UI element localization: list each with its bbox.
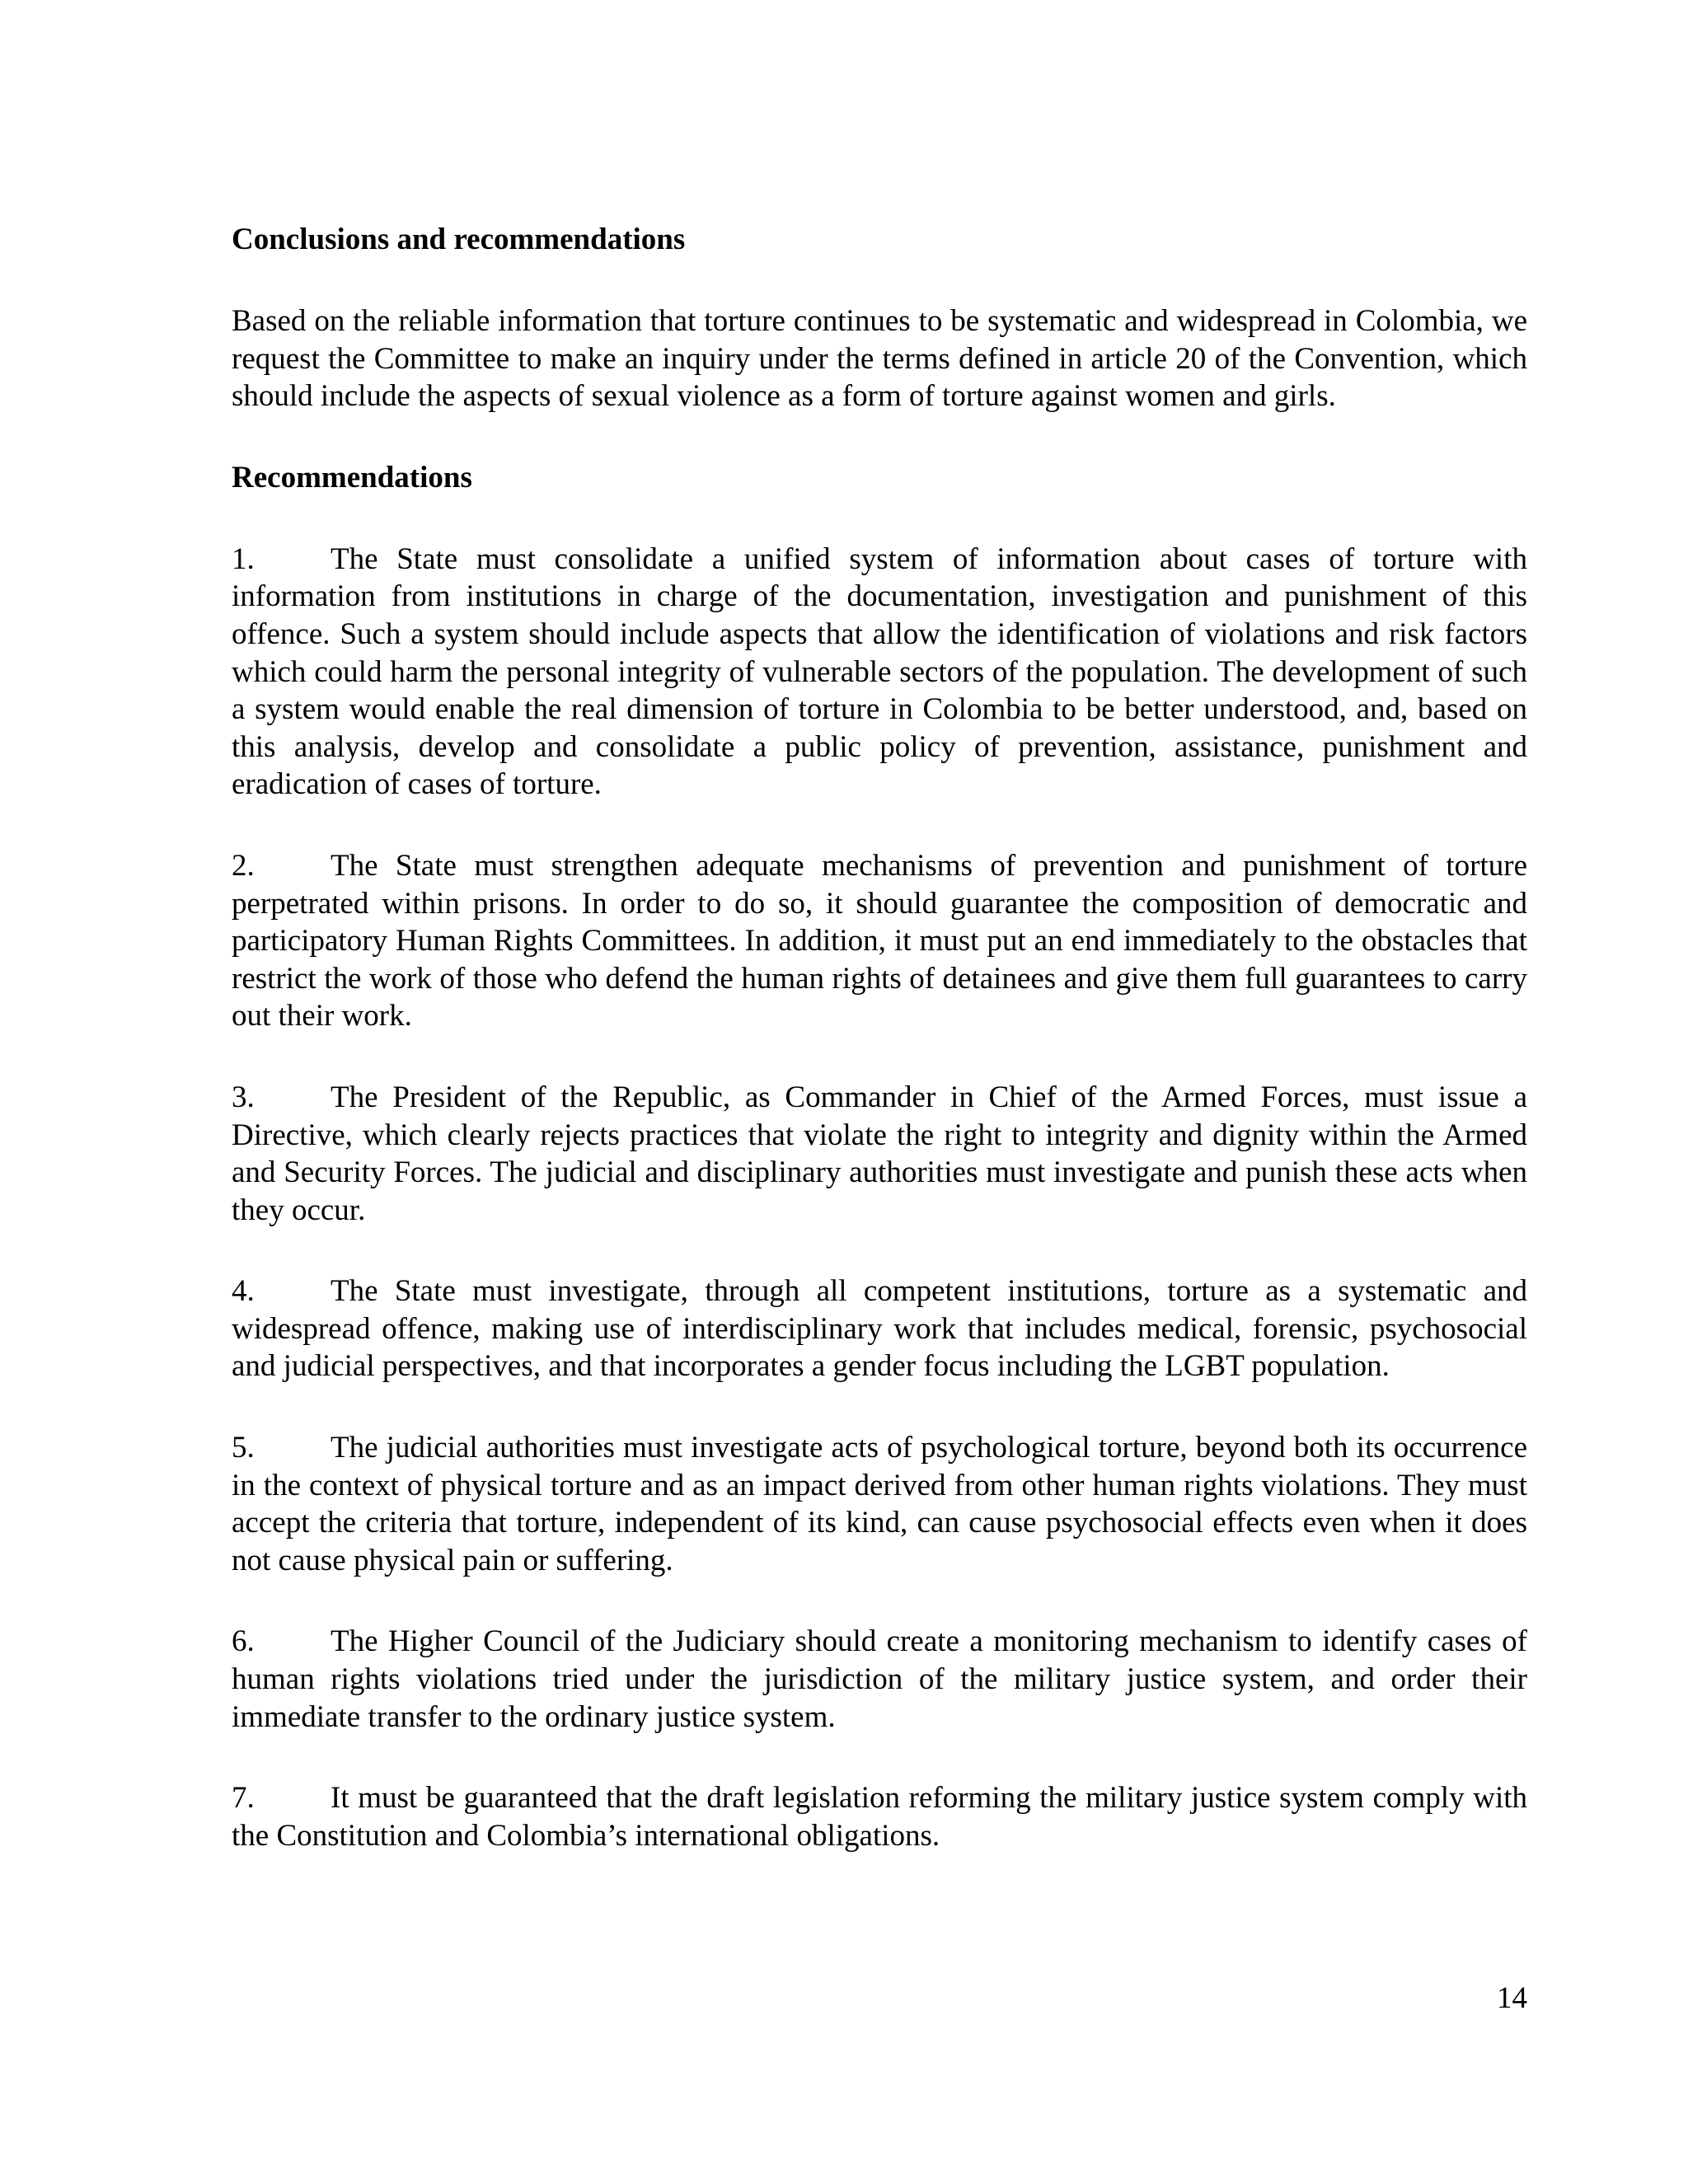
recommendation-number: 3. (232, 1080, 255, 1114)
recommendation-number: 5. (232, 1431, 255, 1465)
recommendation-item-7 (232, 1779, 1527, 1854)
page-number: 14 (1497, 1981, 1527, 2015)
recommendation-text: The State must consolidate a unified system of information about cases of torture with information from institutions in charge of the documentation, investigation and punishment of this offence. Such a system should include aspects that allow the identification of violations and risk factors which could harm the personal integrity of vulnerable sectors of the population. The development of such a system would enable the real dimension of torture in Colombia to be better understood, and, based on this analysis, develop and consolidate a public policy of prevention, assistance, punishment and eradication of cases of torture. (232, 541, 1527, 802)
recommendation-number: 6. (232, 1624, 255, 1659)
recommendation-text: The judicial authorities must investigate acts of psychological torture, beyond both its occurrence in the context of physical torture and as an impact derived from other human rights violations. They must accept the criteria that torture, independent of its kind, can cause psychosocial effects even when it does not cause physical pain or suffering. (232, 1431, 1527, 1577)
recommendation-item-4 (232, 1272, 1527, 1385)
recommendation-text: The State must investigate, through all competent institutions, torture as a systematic and widespread offence, making use of interdisciplinary work that includes medical, forensic, psychosocial and judicial perspectives, and that incorporates a gender focus including the LGBT population. (232, 1274, 1527, 1384)
recommendation-number: 1. (232, 541, 255, 576)
recommendation-item-1 (232, 541, 1527, 804)
recommendation-item-5 (232, 1429, 1527, 1579)
recommendation-number: 4. (232, 1274, 255, 1309)
intro-paragraph: Based on the reliable information that torture continues to be systematic and widespread in Colombia, we request the Committee to make an inquiry under the terms defined in article 20 of the Convention, which should include the aspects of sexual violence as a form of torture against women and girls. (232, 304, 1527, 414)
recommendation-item-2 (232, 847, 1527, 1035)
recommendation-item-3 (232, 1079, 1527, 1229)
recommendation-item-6 (232, 1623, 1527, 1736)
recommendations-heading: Recommendations (232, 460, 472, 494)
document-page (232, 221, 1527, 1854)
recommendation-number: 2. (232, 848, 255, 883)
section-heading: Conclusions and recommendations (232, 223, 686, 256)
recommendation-number: 7. (232, 1781, 255, 1816)
recommendation-text: The Higher Council of the Judiciary should create a monitoring mechanism to identify cases of human rights violations tried under the jurisdiction of the military justice system, and order their immediate transfer to the ordinary justice system. (232, 1624, 1527, 1734)
recommendation-text: It must be guaranteed that the draft legislation reforming the military justice system comply with the Constitution and Colombia’s international obligations. (232, 1781, 1527, 1853)
recommendation-text: The State must strengthen adequate mechanisms of prevention and punishment of torture perpetrated within prisons. In order to do so, it should guarantee the composition of democratic and participatory Human Rights Committees. In addition, it must put an end immediately to the obstacles that restrict the work of those who defend the human rights of detainees and give them full guarantees to carry out their work. (232, 848, 1527, 1033)
recommendation-text: The President of the Republic, as Commander in Chief of the Armed Forces, must issue a Directive, which clearly rejects practices that violate the right to integrity and dignity within the Armed and Security Forces. The judicial and disciplinary authorities must investigate and punish these acts when they occur. (232, 1080, 1527, 1227)
